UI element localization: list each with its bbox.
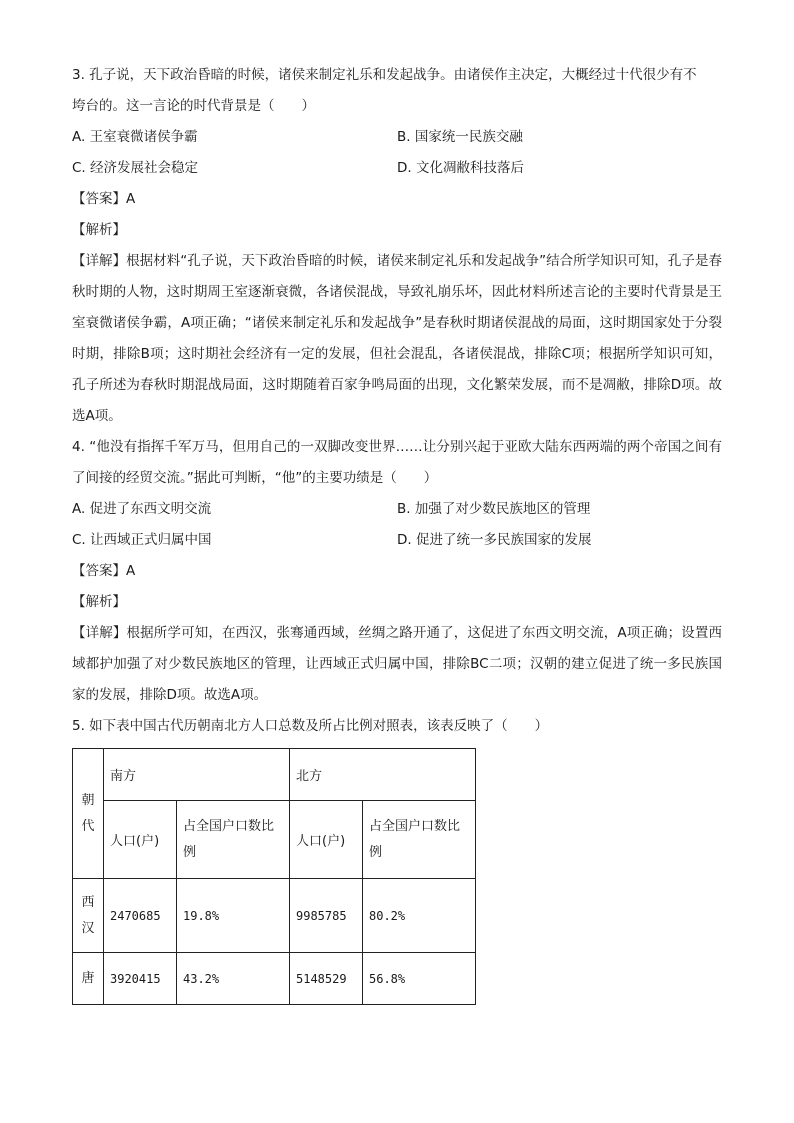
table-row (73, 953, 476, 1005)
q4-option-d: D. 促进了统一多民族国家的发展 (397, 532, 592, 548)
row-north-pop: 5148529 (290, 953, 363, 1005)
header-south-ratio: 占全国户口数比例 (177, 801, 290, 879)
row-south-ratio: 19.8% (177, 879, 290, 953)
header-north-ratio: 占全国户口数比例 (363, 801, 476, 879)
table-header-row (73, 749, 476, 801)
q3-detail: 【详解】根据材料“孔子说，天下政治昏暗的时候，诸侯来制定礼乐和发起战争”结合所学知识可知，孔子是春秋时期的人物，这时期周王室逐渐衰微，各诸侯混战，导致礼崩乐坏，因此材料所述言论的主要时代背景是王室衰微诸侯争霸，A项正确；“诸侯来制定礼乐和发起战争”是春秋时期诸侯混战的局面，这时期国家处于分裂时期，排除B项；这时期社会经济有一定的发展，但社会混乱，各诸侯混战，排除C项；根据所学知识可知，孔子所述为春秋时期混战局面，这时期随着百家争鸣局面的出现，文化繁荣发展，而不是凋敝，排除D项。故选A项。 (72, 253, 722, 424)
table-subheader-row (73, 801, 476, 879)
row-south-pop: 3920415 (104, 953, 177, 1005)
q5-stem: 5. 如下表中国古代历朝南北方人口总数及所占比例对照表，该表反映了（ ） (72, 718, 549, 734)
q3-option-b: B. 国家统一民族交融 (397, 129, 523, 145)
q4-analysis-heading: 【解析】 (72, 594, 126, 610)
q4-options-row1 (72, 494, 722, 525)
q4-option-b: B. 加强了对少数民族地区的管理 (397, 501, 591, 517)
header-north: 北方 (290, 749, 476, 801)
q3-option-c: C. 经济发展社会稳定 (72, 160, 199, 176)
q4-option-c: C. 让西域正式归属中国 (72, 532, 212, 548)
q3-options-row1 (72, 122, 722, 153)
q3-option-d: D. 文化凋敝科技落后 (397, 160, 524, 176)
row-dynasty: 唐 (73, 953, 104, 1005)
document-page (72, 60, 722, 1005)
row-south-pop: 2470685 (104, 879, 177, 953)
row-south-ratio: 43.2% (177, 953, 290, 1005)
q3-options-row2 (72, 153, 722, 184)
population-table (72, 748, 476, 1005)
q3-stem-line2: 垮台的。这一言论的时代背景是（ ） (72, 98, 315, 114)
q4-options-row2 (72, 525, 722, 556)
row-north-ratio: 56.8% (363, 953, 476, 1005)
q3-option-a: A. 王室衰微诸侯争霸 (72, 129, 198, 145)
header-south-pop: 人口(户) (104, 801, 177, 879)
row-north-pop: 9985785 (290, 879, 363, 953)
row-dynasty: 西汉 (73, 879, 104, 953)
row-north-ratio: 80.2% (363, 879, 476, 953)
header-south: 南方 (104, 749, 290, 801)
q3-answer: 【答案】A (72, 191, 136, 207)
q3-analysis-heading: 【解析】 (72, 222, 126, 238)
q4-detail: 【详解】根据所学可知，在西汉，张骞通西域，丝绸之路开通了，这促进了东西文明交流，A项正确；设置西域都护加强了对少数民族地区的管理，让西域正式归属中国，排除BC二项；汉朝的建立促进了统一多民族国家的发展，排除D项。故选A项。 (72, 625, 722, 703)
q4-answer: 【答案】A (72, 563, 136, 579)
table-row (73, 879, 476, 953)
q4-stem: 4. “他没有指挥千军万马，但用自己的一双脚改变世界……让分别兴起于亚欧大陆东西两端的两个帝国之间有了间接的经贸交流。”据此可判断，“他”的主要功绩是（ ） (72, 439, 722, 486)
q4-option-a: A. 促进了东西文明交流 (72, 501, 212, 517)
q3-stem-line1: 3. 孔子说，天下政治昏暗的时候，诸侯来制定礼乐和发起战争。由诸侯作主决定，大概经过十代很少有不 (72, 67, 697, 83)
header-north-pop: 人口(户) (290, 801, 363, 879)
header-dynasty: 朝代 (73, 749, 104, 879)
